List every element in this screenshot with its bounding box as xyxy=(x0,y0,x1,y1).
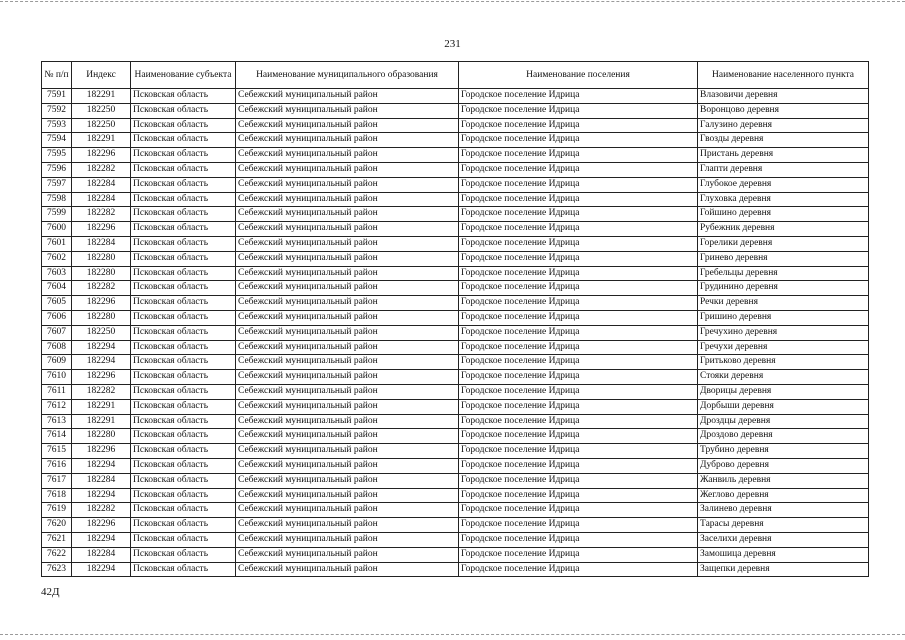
cell-locality: Гречухино деревня xyxy=(698,325,869,340)
cell-subject: Псковская область xyxy=(131,547,236,562)
cell-locality: Дроздцы деревня xyxy=(698,414,869,429)
cell-number: 7605 xyxy=(42,296,72,311)
cell-subject: Псковская область xyxy=(131,310,236,325)
table-row xyxy=(42,192,869,207)
cell-index: 182296 xyxy=(72,222,131,237)
cell-locality: Речки деревня xyxy=(698,296,869,311)
cell-number: 7592 xyxy=(42,103,72,118)
cell-subject: Псковская область xyxy=(131,281,236,296)
table-row xyxy=(42,207,869,222)
cell-index: 182291 xyxy=(72,399,131,414)
cell-number: 7600 xyxy=(42,222,72,237)
settlements-table xyxy=(41,61,869,577)
cell-locality: Трубино деревня xyxy=(698,444,869,459)
cell-index: 182294 xyxy=(72,458,131,473)
cell-locality: Глубокое деревня xyxy=(698,177,869,192)
cell-index: 182250 xyxy=(72,103,131,118)
cell-number: 7609 xyxy=(42,355,72,370)
cell-index: 182284 xyxy=(72,236,131,251)
cell-settlement: Городское поселение Идрица xyxy=(459,236,698,251)
cell-locality: Рубежник деревня xyxy=(698,222,869,237)
cell-subject: Псковская область xyxy=(131,340,236,355)
cell-index: 182282 xyxy=(72,162,131,177)
cell-number: 7591 xyxy=(42,89,72,104)
cell-municipality: Себежский муниципальный район xyxy=(236,488,459,503)
cell-locality: Гринево деревня xyxy=(698,251,869,266)
table-row xyxy=(42,399,869,414)
table-row xyxy=(42,148,869,163)
cell-municipality: Себежский муниципальный район xyxy=(236,192,459,207)
cell-locality: Воронцово деревня xyxy=(698,103,869,118)
header-cell-number: № п/п xyxy=(42,62,72,89)
header-cell-settlement: Наименование поселения xyxy=(459,62,698,89)
cell-locality: Глапти деревня xyxy=(698,162,869,177)
cell-subject: Псковская область xyxy=(131,458,236,473)
cell-subject: Псковская область xyxy=(131,562,236,577)
cell-number: 7612 xyxy=(42,399,72,414)
table-row xyxy=(42,325,869,340)
table-row xyxy=(42,473,869,488)
cell-index: 182296 xyxy=(72,444,131,459)
table-row xyxy=(42,518,869,533)
cell-municipality: Себежский муниципальный район xyxy=(236,222,459,237)
cell-settlement: Городское поселение Идрица xyxy=(459,340,698,355)
cell-settlement: Городское поселение Идрица xyxy=(459,414,698,429)
cell-number: 7615 xyxy=(42,444,72,459)
cell-settlement: Городское поселение Идрица xyxy=(459,103,698,118)
cell-number: 7619 xyxy=(42,503,72,518)
cell-municipality: Себежский муниципальный район xyxy=(236,503,459,518)
cell-municipality: Себежский муниципальный район xyxy=(236,399,459,414)
cell-settlement: Городское поселение Идрица xyxy=(459,503,698,518)
table-row xyxy=(42,310,869,325)
cell-subject: Псковская область xyxy=(131,532,236,547)
cell-locality: Грудинино деревня xyxy=(698,281,869,296)
cell-number: 7623 xyxy=(42,562,72,577)
cell-locality: Пристань деревня xyxy=(698,148,869,163)
table-row xyxy=(42,429,869,444)
table-row xyxy=(42,296,869,311)
cell-index: 182284 xyxy=(72,192,131,207)
cell-municipality: Себежский муниципальный район xyxy=(236,458,459,473)
cell-subject: Псковская область xyxy=(131,222,236,237)
cell-municipality: Себежский муниципальный район xyxy=(236,281,459,296)
cell-locality: Гребельцы деревня xyxy=(698,266,869,281)
cell-index: 182284 xyxy=(72,177,131,192)
cell-municipality: Себежский муниципальный район xyxy=(236,340,459,355)
cell-subject: Псковская область xyxy=(131,207,236,222)
cell-number: 7606 xyxy=(42,310,72,325)
cell-index: 182294 xyxy=(72,532,131,547)
cell-locality: Дорбыши деревня xyxy=(698,399,869,414)
cell-settlement: Городское поселение Идрица xyxy=(459,488,698,503)
cell-municipality: Себежский муниципальный район xyxy=(236,266,459,281)
cell-municipality: Себежский муниципальный район xyxy=(236,296,459,311)
cell-municipality: Себежский муниципальный район xyxy=(236,547,459,562)
cell-number: 7599 xyxy=(42,207,72,222)
cell-number: 7610 xyxy=(42,370,72,385)
cell-index: 182296 xyxy=(72,296,131,311)
cell-settlement: Городское поселение Идрица xyxy=(459,399,698,414)
cell-number: 7620 xyxy=(42,518,72,533)
cell-subject: Псковская область xyxy=(131,399,236,414)
cell-index: 182291 xyxy=(72,133,131,148)
cell-subject: Псковская область xyxy=(131,444,236,459)
cell-number: 7618 xyxy=(42,488,72,503)
cell-settlement: Городское поселение Идрица xyxy=(459,562,698,577)
cell-locality: Галузино деревня xyxy=(698,118,869,133)
cell-municipality: Себежский муниципальный район xyxy=(236,236,459,251)
cell-settlement: Городское поселение Идрица xyxy=(459,281,698,296)
cell-index: 182250 xyxy=(72,325,131,340)
table-row xyxy=(42,562,869,577)
cell-index: 182294 xyxy=(72,488,131,503)
cell-number: 7608 xyxy=(42,340,72,355)
table-row xyxy=(42,355,869,370)
cell-settlement: Городское поселение Идрица xyxy=(459,162,698,177)
cell-settlement: Городское поселение Идрица xyxy=(459,325,698,340)
cell-subject: Псковская область xyxy=(131,148,236,163)
table-header xyxy=(42,62,869,89)
cell-municipality: Себежский муниципальный район xyxy=(236,414,459,429)
cell-subject: Псковская область xyxy=(131,355,236,370)
cell-locality: Жанвиль деревня xyxy=(698,473,869,488)
cell-municipality: Себежский муниципальный район xyxy=(236,162,459,177)
cell-number: 7614 xyxy=(42,429,72,444)
cell-number: 7597 xyxy=(42,177,72,192)
cell-locality: Гритьково деревня xyxy=(698,355,869,370)
cell-locality: Заселихи деревня xyxy=(698,532,869,547)
header-cell-subject: Наименование субъекта xyxy=(131,62,236,89)
cell-locality: Залинево деревня xyxy=(698,503,869,518)
cell-municipality: Себежский муниципальный район xyxy=(236,429,459,444)
table-row xyxy=(42,266,869,281)
cell-settlement: Городское поселение Идрица xyxy=(459,207,698,222)
cell-subject: Псковская область xyxy=(131,177,236,192)
cell-locality: Защепки деревня xyxy=(698,562,869,577)
cell-municipality: Себежский муниципальный район xyxy=(236,310,459,325)
table-row xyxy=(42,133,869,148)
cell-settlement: Городское поселение Идрица xyxy=(459,296,698,311)
cell-index: 182282 xyxy=(72,207,131,222)
cell-settlement: Городское поселение Идрица xyxy=(459,444,698,459)
table-row xyxy=(42,89,869,104)
cell-municipality: Себежский муниципальный район xyxy=(236,207,459,222)
cell-settlement: Городское поселение Идрица xyxy=(459,89,698,104)
cell-municipality: Себежский муниципальный район xyxy=(236,562,459,577)
cell-locality: Гвозды деревня xyxy=(698,133,869,148)
header-cell-locality: Наименование населенного пункта xyxy=(698,62,869,89)
table-body xyxy=(42,89,869,577)
cell-locality: Горелики деревня xyxy=(698,236,869,251)
cell-locality: Гришино деревня xyxy=(698,310,869,325)
table-row xyxy=(42,162,869,177)
cell-number: 7593 xyxy=(42,118,72,133)
cell-index: 182284 xyxy=(72,547,131,562)
cell-locality: Замошица деревня xyxy=(698,547,869,562)
cell-subject: Псковская область xyxy=(131,429,236,444)
table-row xyxy=(42,458,869,473)
cell-number: 7595 xyxy=(42,148,72,163)
cell-index: 182294 xyxy=(72,355,131,370)
cell-municipality: Себежский муниципальный район xyxy=(236,118,459,133)
cell-settlement: Городское поселение Идрица xyxy=(459,118,698,133)
cell-subject: Псковская область xyxy=(131,89,236,104)
cell-subject: Псковская область xyxy=(131,296,236,311)
cell-subject: Псковская область xyxy=(131,133,236,148)
table-row xyxy=(42,177,869,192)
cell-subject: Псковская область xyxy=(131,266,236,281)
cell-number: 7611 xyxy=(42,384,72,399)
cell-locality: Жеглово деревня xyxy=(698,488,869,503)
cell-index: 182280 xyxy=(72,310,131,325)
cell-index: 182291 xyxy=(72,89,131,104)
cell-municipality: Себежский муниципальный район xyxy=(236,103,459,118)
header-row xyxy=(42,62,869,89)
cell-index: 182296 xyxy=(72,148,131,163)
cell-settlement: Городское поселение Идрица xyxy=(459,473,698,488)
page-number: 231 xyxy=(444,38,461,50)
cell-subject: Псковская область xyxy=(131,473,236,488)
cell-number: 7601 xyxy=(42,236,72,251)
cell-municipality: Себежский муниципальный район xyxy=(236,89,459,104)
cell-index: 182284 xyxy=(72,473,131,488)
cell-settlement: Городское поселение Идрица xyxy=(459,355,698,370)
cell-locality: Тарасы деревня xyxy=(698,518,869,533)
table-row xyxy=(42,414,869,429)
cell-subject: Псковская область xyxy=(131,236,236,251)
cell-settlement: Городское поселение Идрица xyxy=(459,177,698,192)
table-row xyxy=(42,532,869,547)
cell-number: 7621 xyxy=(42,532,72,547)
cell-number: 7598 xyxy=(42,192,72,207)
table-row xyxy=(42,340,869,355)
cell-settlement: Городское поселение Идрица xyxy=(459,518,698,533)
cell-municipality: Себежский муниципальный район xyxy=(236,133,459,148)
cell-index: 182280 xyxy=(72,251,131,266)
cell-settlement: Городское поселение Идрица xyxy=(459,251,698,266)
cell-number: 7622 xyxy=(42,547,72,562)
cell-locality: Гречухи деревня xyxy=(698,340,869,355)
cell-subject: Псковская область xyxy=(131,414,236,429)
cell-settlement: Городское поселение Идрица xyxy=(459,148,698,163)
table-row xyxy=(42,384,869,399)
cell-settlement: Городское поселение Идрица xyxy=(459,192,698,207)
header-cell-municipality: Наименование муниципального образования xyxy=(236,62,459,89)
cell-settlement: Городское поселение Идрица xyxy=(459,458,698,473)
cell-number: 7604 xyxy=(42,281,72,296)
table-row xyxy=(42,370,869,385)
cell-locality: Глуховка деревня xyxy=(698,192,869,207)
cell-subject: Псковская область xyxy=(131,251,236,266)
cell-locality: Стояки деревня xyxy=(698,370,869,385)
cell-settlement: Городское поселение Идрица xyxy=(459,133,698,148)
table-row xyxy=(42,118,869,133)
cell-municipality: Себежский муниципальный район xyxy=(236,355,459,370)
cell-number: 7616 xyxy=(42,458,72,473)
cell-index: 182282 xyxy=(72,281,131,296)
cell-subject: Псковская область xyxy=(131,192,236,207)
header-cell-index: Индекс xyxy=(72,62,131,89)
cell-locality: Дворицы деревня xyxy=(698,384,869,399)
cell-number: 7613 xyxy=(42,414,72,429)
table-row xyxy=(42,222,869,237)
cell-index: 182294 xyxy=(72,340,131,355)
cell-locality: Дуброво деревня xyxy=(698,458,869,473)
table-row xyxy=(42,488,869,503)
cell-index: 182291 xyxy=(72,414,131,429)
cell-subject: Псковская область xyxy=(131,118,236,133)
cell-index: 182296 xyxy=(72,518,131,533)
cell-municipality: Себежский муниципальный район xyxy=(236,148,459,163)
cell-settlement: Городское поселение Идрица xyxy=(459,429,698,444)
cell-index: 182250 xyxy=(72,118,131,133)
cell-municipality: Себежский муниципальный район xyxy=(236,384,459,399)
cell-municipality: Себежский муниципальный район xyxy=(236,518,459,533)
cell-settlement: Городское поселение Идрица xyxy=(459,384,698,399)
table-row xyxy=(42,103,869,118)
cell-subject: Псковская область xyxy=(131,488,236,503)
cell-index: 182296 xyxy=(72,370,131,385)
cell-index: 182294 xyxy=(72,562,131,577)
cell-index: 182282 xyxy=(72,384,131,399)
cell-municipality: Себежский муниципальный район xyxy=(236,370,459,385)
cell-locality: Влазовичи деревня xyxy=(698,89,869,104)
table-row xyxy=(42,444,869,459)
cell-municipality: Себежский муниципальный район xyxy=(236,473,459,488)
cell-settlement: Городское поселение Идрица xyxy=(459,222,698,237)
cell-settlement: Городское поселение Идрица xyxy=(459,266,698,281)
cell-settlement: Городское поселение Идрица xyxy=(459,532,698,547)
cell-subject: Псковская область xyxy=(131,325,236,340)
cell-municipality: Себежский муниципальный район xyxy=(236,177,459,192)
cell-locality: Дроздово деревня xyxy=(698,429,869,444)
cell-number: 7603 xyxy=(42,266,72,281)
table-row xyxy=(42,547,869,562)
table-row xyxy=(42,281,869,296)
scan-top-edge xyxy=(0,1,905,2)
cell-number: 7596 xyxy=(42,162,72,177)
footer-code: 42Д xyxy=(41,586,60,598)
cell-number: 7594 xyxy=(42,133,72,148)
cell-number: 7602 xyxy=(42,251,72,266)
cell-number: 7607 xyxy=(42,325,72,340)
cell-settlement: Городское поселение Идрица xyxy=(459,547,698,562)
cell-subject: Псковская область xyxy=(131,162,236,177)
cell-index: 182282 xyxy=(72,503,131,518)
cell-municipality: Себежский муниципальный район xyxy=(236,444,459,459)
cell-settlement: Городское поселение Идрица xyxy=(459,370,698,385)
cell-subject: Псковская область xyxy=(131,503,236,518)
cell-index: 182280 xyxy=(72,266,131,281)
cell-number: 7617 xyxy=(42,473,72,488)
cell-index: 182280 xyxy=(72,429,131,444)
cell-settlement: Городское поселение Идрица xyxy=(459,310,698,325)
table-row xyxy=(42,503,869,518)
scan-bottom-edge xyxy=(0,634,905,635)
table-row xyxy=(42,251,869,266)
table-row xyxy=(42,236,869,251)
cell-municipality: Себежский муниципальный район xyxy=(236,325,459,340)
cell-subject: Псковская область xyxy=(131,103,236,118)
cell-subject: Псковская область xyxy=(131,370,236,385)
cell-municipality: Себежский муниципальный район xyxy=(236,532,459,547)
cell-municipality: Себежский муниципальный район xyxy=(236,251,459,266)
cell-subject: Псковская область xyxy=(131,518,236,533)
cell-locality: Гойшино деревня xyxy=(698,207,869,222)
cell-subject: Псковская область xyxy=(131,384,236,399)
